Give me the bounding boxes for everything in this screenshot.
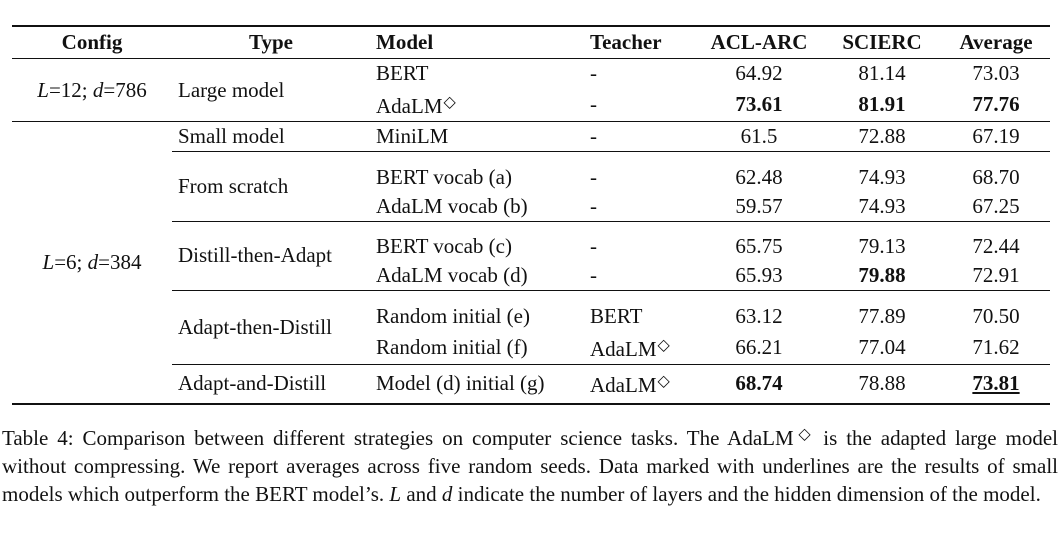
- header-teacher: Teacher: [590, 30, 662, 54]
- config-large: L=12; d=786: [37, 77, 147, 102]
- type-adapt-and-distill: Adapt-and-Distill: [172, 364, 370, 404]
- model-cell: Random initial (f): [376, 334, 528, 359]
- scierc-cell: 77.89: [822, 291, 942, 331]
- model-cell: BERT vocab (c): [370, 221, 584, 261]
- header-scierc: SCIERC: [842, 30, 922, 54]
- avg-cell: 67.19: [942, 122, 1050, 152]
- teacher-cell: -: [584, 152, 696, 192]
- diamond-icon: ◇: [794, 426, 815, 443]
- config-small: L=6; d=384: [12, 122, 172, 405]
- scierc-cell: 79.13: [822, 221, 942, 261]
- teacher-cell: -: [590, 61, 597, 85]
- avg-cell: 77.76: [972, 92, 1020, 116]
- teacher-cell: BERT: [584, 291, 696, 331]
- scierc-cell: 74.93: [858, 193, 906, 218]
- model-cell: Random initial (e): [370, 291, 584, 331]
- model-cell: AdaLM◇: [376, 94, 456, 118]
- table-header-row: [12, 26, 1050, 59]
- teacher-cell: -: [590, 92, 597, 116]
- avg-cell: 71.62: [972, 334, 1020, 359]
- scierc-cell: 81.91: [858, 92, 906, 116]
- results-table: [12, 25, 1050, 405]
- acl-cell: 59.57: [735, 193, 783, 218]
- type-large-model: Large model: [178, 77, 285, 102]
- model-cell: Model (d) initial (g): [370, 364, 584, 404]
- avg-cell: 73.03: [972, 61, 1020, 85]
- teacher-cell: -: [584, 122, 696, 152]
- header-average: Average: [959, 30, 1033, 54]
- diamond-icon: ◇: [443, 94, 456, 111]
- teacher-cell: -: [590, 263, 597, 287]
- scierc-cell: 77.04: [858, 334, 906, 359]
- acl-cell: 65.75: [696, 221, 822, 261]
- scierc-cell: 79.88: [858, 263, 906, 287]
- model-cell: AdaLM vocab (b): [376, 193, 528, 218]
- acl-cell: 73.61: [735, 92, 783, 116]
- acl-cell: 65.93: [735, 263, 783, 287]
- teacher-cell: AdaLM◇: [590, 336, 670, 361]
- table-row: [12, 59, 1050, 89]
- acl-cell: 64.92: [735, 61, 783, 85]
- type-adapt-then-distill: Adapt-then-Distill: [172, 291, 370, 365]
- model-cell: BERT: [376, 61, 429, 85]
- header-type: Type: [249, 30, 293, 54]
- teacher-cell: -: [590, 193, 597, 218]
- acl-cell: 66.21: [735, 334, 783, 359]
- header-acl-arc: ACL-ARC: [710, 30, 808, 54]
- teacher-cell: AdaLM◇: [584, 364, 696, 404]
- acl-cell: 63.12: [696, 291, 822, 331]
- avg-cell: 72.91: [972, 263, 1020, 287]
- diamond-icon: ◇: [657, 336, 670, 354]
- teacher-cell: -: [584, 221, 696, 261]
- acl-cell: 61.5: [696, 122, 822, 152]
- diamond-icon: ◇: [657, 373, 670, 391]
- scierc-cell: 72.88: [822, 122, 942, 152]
- header-model: Model: [376, 30, 434, 54]
- table-caption: Table 4: Comparison between different strategies on computer science tasks. The AdaLM◇ is the adapted large model without compressing. We report averages across five random seeds. Data marked with underlines are the results of small models which outperform the BERT model’s. L and d indicate the number of layers and the hidden dimension of the model.: [2, 426, 1059, 506]
- table-row: [12, 122, 1050, 152]
- scierc-cell: 74.93: [822, 152, 942, 192]
- avg-cell: 72.44: [942, 221, 1050, 261]
- acl-cell: 68.74: [696, 364, 822, 404]
- scierc-cell: 78.88: [822, 364, 942, 404]
- type-small-model: Small model: [172, 122, 370, 152]
- avg-cell: 67.25: [972, 193, 1020, 218]
- model-cell: AdaLM vocab (d): [376, 263, 528, 287]
- header-config: Config: [61, 30, 123, 54]
- model-cell: BERT vocab (a): [370, 152, 584, 192]
- type-from-scratch: From scratch: [172, 152, 370, 222]
- acl-cell: 62.48: [696, 152, 822, 192]
- type-distill-then-adapt: Distill-then-Adapt: [172, 221, 370, 291]
- avg-cell: 68.70: [942, 152, 1050, 192]
- avg-cell: 70.50: [942, 291, 1050, 331]
- model-cell: MiniLM: [370, 122, 584, 152]
- scierc-cell: 81.14: [858, 61, 906, 85]
- avg-cell: 73.81: [942, 364, 1050, 404]
